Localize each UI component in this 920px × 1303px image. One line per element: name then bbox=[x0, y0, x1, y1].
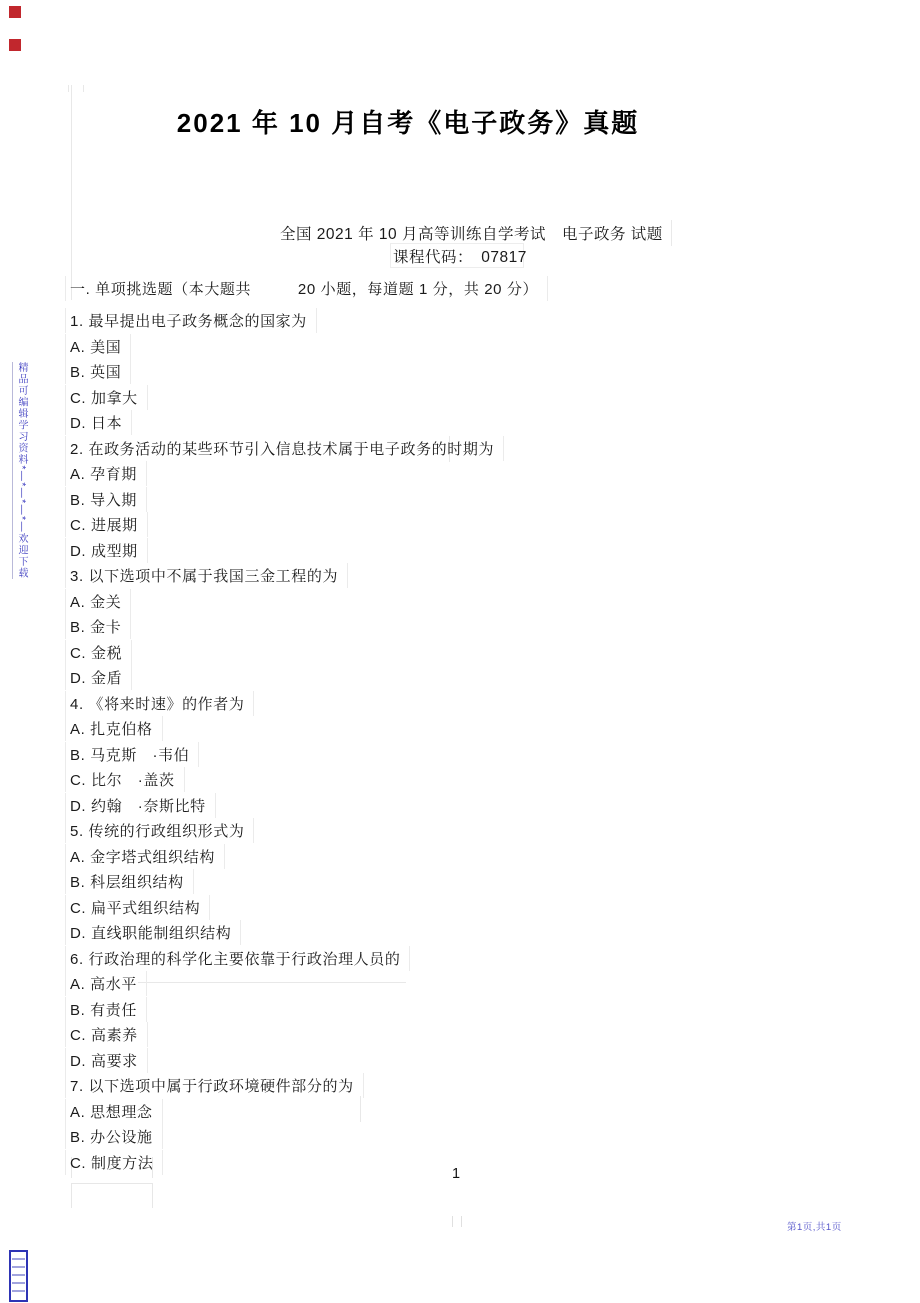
frame-line bbox=[68, 85, 69, 92]
answer-option: C. 进展期 bbox=[65, 512, 148, 537]
answer-option: C. 扁平式组织结构 bbox=[65, 895, 210, 920]
answer-option: D. 金盾 bbox=[65, 665, 132, 690]
answer-option: A. 美国 bbox=[65, 334, 131, 359]
answer-option: B. 金卡 bbox=[65, 614, 131, 639]
answer-option: C. 金税 bbox=[65, 640, 132, 665]
answer-option: A. 金字塔式组织结构 bbox=[65, 844, 225, 869]
answer-option: B. 英国 bbox=[65, 359, 131, 384]
question-stem: 2. 在政务活动的某些环节引入信息技术属于电子政务的时期为 bbox=[65, 436, 504, 461]
answer-option: C. 高素养 bbox=[65, 1022, 148, 1047]
answer-option: D. 约翰 ·奈斯比特 bbox=[65, 793, 216, 818]
course-code-label: 课程代码： bbox=[393, 249, 466, 266]
answer-option: D. 直线职能制组织结构 bbox=[65, 920, 241, 945]
frame-line bbox=[452, 1216, 462, 1227]
frame-line bbox=[360, 1096, 361, 1122]
page-number: 1 bbox=[452, 1166, 461, 1182]
page-title: 2021 年 10 月自考《电子政务》真题 bbox=[176, 108, 640, 138]
answer-option: A. 高水平 bbox=[65, 971, 147, 996]
blue-box-marker-icon bbox=[9, 1250, 28, 1302]
footer-page-info: 第1页,共1页 bbox=[787, 1222, 842, 1233]
answer-option: D. 成型期 bbox=[65, 538, 148, 563]
red-square-marker-icon bbox=[9, 6, 21, 18]
answer-option: B. 有责任 bbox=[65, 997, 147, 1022]
section-heading: 一. 单项挑选题（本大题共 20 小题，每道题 1 分，共 20 分） bbox=[65, 276, 548, 301]
answer-option: C. 比尔 ·盖茨 bbox=[65, 767, 185, 792]
answer-option: D. 高要求 bbox=[65, 1048, 148, 1073]
exam-subtitle-text: 全国 2021 年 10 月高等训练自学考试 电子政务 试题 bbox=[278, 220, 672, 246]
answer-option: D. 日本 bbox=[65, 410, 132, 435]
answer-option: B. 办公设施 bbox=[65, 1124, 163, 1149]
answer-option: A. 思想理念 bbox=[65, 1099, 163, 1124]
answer-option: A. 孕育期 bbox=[65, 461, 147, 486]
frame-line bbox=[83, 85, 84, 92]
question-stem: 5. 传统的行政组织形式为 bbox=[65, 818, 254, 843]
question-stem: 4. 《将来时速》的作者为 bbox=[65, 691, 254, 716]
course-code-line bbox=[393, 245, 527, 267]
exam-subtitle bbox=[278, 220, 672, 246]
red-square-marker-icon bbox=[9, 39, 21, 51]
sidebar-watermark: 精品可编辑学习资料*—*—*—*—欢迎下载 bbox=[12, 362, 29, 579]
course-code-value: 07817 bbox=[481, 249, 527, 266]
answer-option: A. 金关 bbox=[65, 589, 131, 614]
question-stem: 1. 最早提出电子政务概念的国家为 bbox=[65, 308, 317, 333]
frame-line bbox=[138, 982, 406, 983]
question-stem: 6. 行政治理的科学化主要依靠于行政治理人员的 bbox=[65, 946, 410, 971]
answer-option: A. 扎克伯格 bbox=[65, 716, 163, 741]
answer-option: B. 导入期 bbox=[65, 487, 147, 512]
answer-option: C. 制度方法 bbox=[65, 1150, 163, 1175]
answer-option: C. 加拿大 bbox=[65, 385, 148, 410]
empty-text-frame bbox=[71, 1183, 153, 1208]
question-stem: 3. 以下选项中不属于我国三金工程的为 bbox=[65, 563, 348, 588]
answer-option: B. 马克斯 ·韦伯 bbox=[65, 742, 199, 767]
question-stem: 7. 以下选项中属于行政环境硬件部分的为 bbox=[65, 1073, 364, 1098]
answer-option: B. 科层组织结构 bbox=[65, 869, 194, 894]
